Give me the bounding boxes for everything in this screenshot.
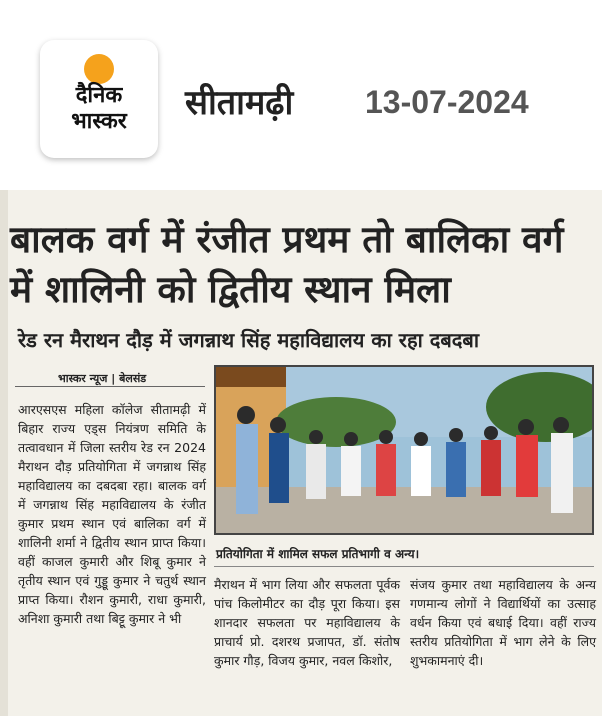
- article-column-2: मैराथन में भाग लिया और सफलता पूर्वक पांच किलोमीटर का दौड़ पूरा किया। इस शानदार सफलता पर महाविद्यालय के प्राचार्य प्रो. दशरथ प्रजापत, डॉ. संतोष कुमार गौड़, विजय कुमार, नवल किशोर,: [214, 577, 400, 668]
- logo-text-line2: भास्कर: [71, 109, 127, 134]
- adjacent-column-edge: [0, 190, 8, 716]
- article-subheadline: रेड रन मैराथन दौड़ में जगन्नाथ सिंह महाविद्यालय का रहा दबदबा: [18, 328, 480, 352]
- article-headline: बालक वर्ग में रंजीत प्रथम तो बालिका वर्ग में शालिनी को द्वितीय स्थान मिला: [10, 218, 564, 311]
- article-byline: भास्कर न्यूज | बेलसंड: [58, 372, 147, 385]
- photo-caption: प्रतियोगिता में शामिल सफल प्रतिभागी व अन्य।: [216, 547, 420, 561]
- edition-city: सीतामढ़ी: [185, 83, 294, 123]
- article-column-1: आरएसएस महिला कॉलेज सीतामढ़ी में बिहार राज्य एड्स नियंत्रण समिति के तत्वावधान में जिला स्तरीय रेड रन 2024 मैराथन दौड़ प्रतियोगिता में जगन्नाथ सिंह महाविद्यालय का दबदबा रहा। बालक वर्ग में जगन्नाथ सिंह महाविद्यालय के रंजीत कुमार प्रथम स्थान एवं बालिका वर्ग में शालिनी शर्मा ने द्वितीय स्थान प्राप्त किया। वहीं काजल कुमारी और शिबू कुमार ने तृतीय स्थान एवं गुड्डू कुमार ने चतुर्थ स्थान प्राप्त किया। रौशन कुमारी, राधा कुमारी, अनिशा कुमारी तथा बिट्टू कुमार ने भी: [18, 402, 206, 626]
- dainik-bhaskar-logo[interactable]: [40, 40, 158, 158]
- divider: [15, 386, 205, 387]
- group-photo-illustration: [216, 367, 592, 533]
- edition-date: 13-07-2024: [365, 84, 529, 120]
- app-header: [0, 0, 602, 190]
- sun-icon: [84, 54, 114, 84]
- article-photo: [214, 365, 594, 535]
- logo-text-line1: दैनिक: [75, 83, 123, 108]
- article-column-3: संजय कुमार तथा महाविद्यालय के अन्य गणमान्य लोगों ने विद्यार्थियों का उत्साह वर्धन किया एवं बधाई दिया। वहीं राज्य स्तरीय प्रतियोगिता में भाग लेने के लिए शुभकामनाएं दी।: [410, 577, 596, 668]
- divider: [214, 566, 594, 567]
